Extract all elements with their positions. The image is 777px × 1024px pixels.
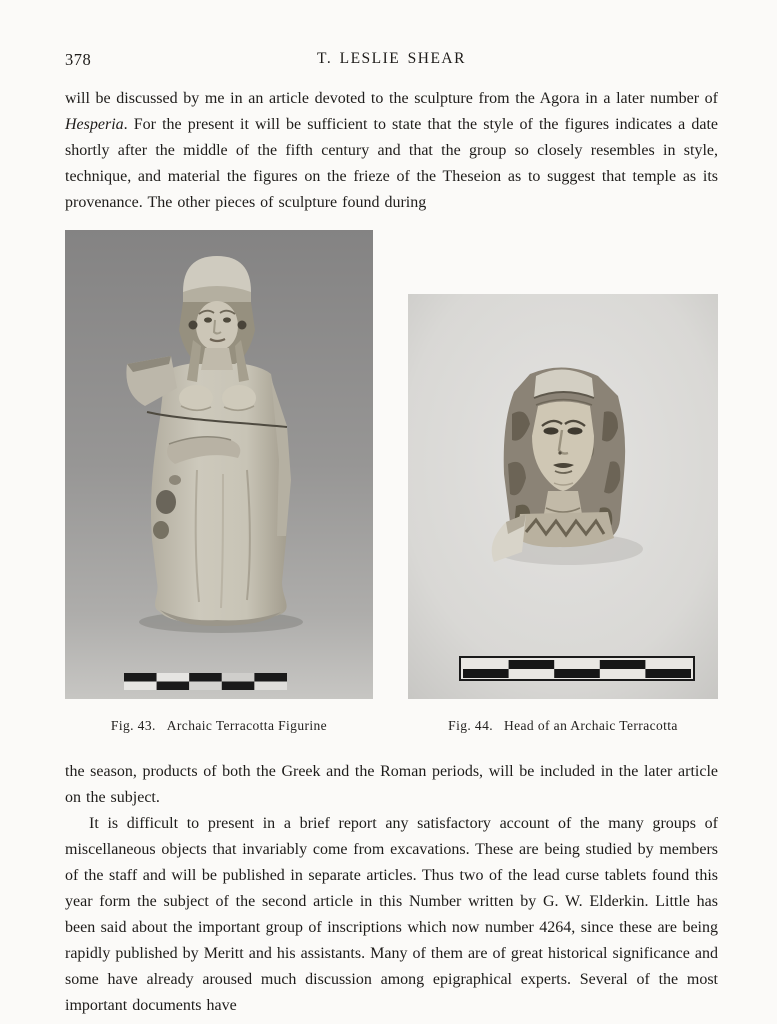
figure-43-caption (65, 718, 373, 733)
figures-row (65, 230, 718, 733)
figure-44-photo (408, 294, 718, 699)
figure-44-title: Head of an Archaic Terracotta (504, 718, 678, 733)
running-head: T. LESLIE SHEAR (317, 50, 466, 67)
figurine-photograph-artwork (65, 230, 373, 699)
paragraph-1 (65, 86, 718, 216)
page-number: 378 (65, 50, 92, 69)
figure-44-scale-bar (460, 657, 694, 680)
page-header (65, 50, 718, 72)
paragraph-3: It is difficult to present in a brief report any satisfactory account of the many groups of miscellaneous objects that invariably come from excavations. These are being studied by members of the staff and will be published in separate articles. Thus two of the lead curse tablets found this year form the subject of the second article in this Number written by G. W. Elderkin. Little has been said about the important group of inscriptions which now number 4264, since these are being rapidly published by Meritt and his assistants. Many of them are of great historical significance and some have already aroused much discussion among epigraphical experts. Several of the most important documents have (65, 815, 718, 1014)
figure-43-label: Fig. 43. (110, 718, 156, 733)
paragraph-2: the season, products of both the Greek and the Roman periods, will be included in the later article on the subject. (65, 763, 718, 806)
paragraph-1-text: will be discussed by me in an article devoted to the sculpture from the Agora in a later number of (65, 90, 718, 107)
figure-43 (65, 230, 373, 733)
figure-43-title: Archaic Terracotta Figurine (166, 718, 328, 733)
figure-44 (408, 294, 718, 733)
journal-title-italic: Hesperia (65, 116, 124, 133)
head-photograph-artwork (408, 294, 718, 699)
figure-44-label: Fig. 44. (448, 718, 493, 733)
figure-43-scale-bar (124, 673, 287, 690)
paragraph-1-continued: . For the present it will be sufficient to state that the style of the figures indicates a date shortly after the middle of the fifth century and that the group so closely resembles in style, technique, and material the figures on the frieze of the Theseion as to suggest that temple as its provenance. The other pieces of sculpture found during (65, 116, 718, 211)
figure-43-photo (65, 230, 373, 699)
figure-44-caption (408, 718, 718, 733)
